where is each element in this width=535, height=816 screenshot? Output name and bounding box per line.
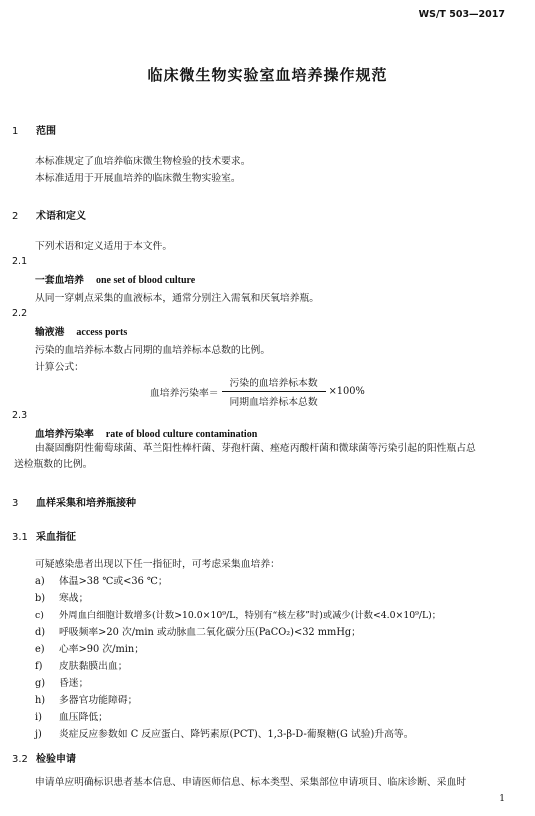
page-number: 1 <box>499 794 505 804</box>
section-title: 血样采集和培养瓶接种 <box>36 498 136 509</box>
fraction-bar <box>222 391 326 392</box>
list-item <box>35 692 137 706</box>
paragraph: 申请单应明确标识患者基本信息、申请医师信息、标本类型、采集部位申请项目、临床诊断、采血时 <box>35 777 467 788</box>
paragraph: 本标准规定了血培养临床微生物检验的技术要求。 <box>35 156 251 167</box>
list-label: f) <box>35 661 43 672</box>
paragraph: 可疑感染患者出现以下任一指征时，可考虑采集血培养： <box>35 559 280 570</box>
section-number: 1 <box>12 126 19 137</box>
section-number: 2 <box>12 211 19 222</box>
formula-denominator: 同期血培养标本总数 <box>229 397 318 408</box>
paragraph: 本标准适用于开展血培养的临床微生物实验室。 <box>35 173 241 184</box>
term-heading <box>35 272 195 286</box>
list-label: a) <box>35 576 45 587</box>
term-cn: 血培养污染率 <box>35 429 94 440</box>
formula-intro: 计算公式： <box>35 362 84 373</box>
term-cn: 一套血培养 <box>35 275 84 286</box>
list-item <box>35 675 88 689</box>
list-text: 心率>90 次/min； <box>59 644 145 655</box>
formula-numerator: 污染的血培养标本数 <box>229 378 318 389</box>
list-item <box>35 641 144 655</box>
standard-number: WS/T 503—2017 <box>418 9 505 20</box>
term-number: 2.3 <box>12 410 28 421</box>
contamination-rate-formula <box>150 375 365 408</box>
section-title: 检验申请 <box>36 754 76 765</box>
list-text: 外周血白细胞计数增多(计数>10.0×10⁹/L，特别有“核左移”时)或减少(计数<4.0×10⁹/L)； <box>59 610 442 621</box>
term-en: one set of blood culture <box>95 275 196 286</box>
term-en: rate of blood culture contamination <box>105 429 258 440</box>
list-text: 寒战； <box>59 593 89 604</box>
list-text: 皮肤黏膜出血； <box>59 661 128 672</box>
list-label: j) <box>35 729 42 740</box>
paragraph: 下列术语和定义适用于本文件。 <box>35 241 173 252</box>
section-2-heading <box>12 207 86 222</box>
term-heading <box>35 324 127 338</box>
list-text: 昏迷； <box>59 678 89 689</box>
list-text: 血压降低； <box>59 712 108 723</box>
list-text: 呼吸频率>20 次/min 或动脉血二氧化碳分压(PaCO₂)<32 mmHg； <box>59 627 361 638</box>
section-title: 采血指征 <box>36 532 76 543</box>
term-definition: 从同一穿刺点采集的血液标本，通常分别注入需氧和厌氧培养瓶。 <box>35 293 320 304</box>
list-label: h) <box>35 695 46 706</box>
document-title: 临床微生物实验室血培养操作规范 <box>147 66 388 84</box>
formula-rhs: ×100% <box>328 386 365 397</box>
term-definition: 污染的血培养标本数占同期的血培养标本总数的比例。 <box>35 345 271 356</box>
list-label: i) <box>35 712 42 723</box>
list-text: 炎症反应参数如 C 反应蛋白、降钙素原(PCT)、1,3-β-D-葡聚糖(G 试验)升高等。 <box>59 729 414 740</box>
term-number: 2.2 <box>12 308 28 319</box>
section-title: 范围 <box>36 126 56 137</box>
list-label: d) <box>35 627 46 638</box>
list-label: g) <box>35 678 46 689</box>
list-text: 体温>38 ℃或<36 ℃； <box>59 576 168 587</box>
formula-fraction <box>222 375 326 408</box>
section-number: 3.2 <box>12 754 28 765</box>
section-3-heading <box>12 494 136 509</box>
term-heading <box>35 426 257 440</box>
list-item <box>35 709 108 723</box>
term-definition: 由凝固酶阴性葡萄球菌、革兰阳性棒杆菌、芽孢杆菌、痤疮丙酸杆菌和微球菌等污染引起的阳性瓶占总送检瓶数的比例。 <box>14 443 476 470</box>
term-en: access ports <box>76 327 128 338</box>
list-text: 多器官功能障碍； <box>59 695 138 706</box>
list-item <box>35 607 441 621</box>
list-item <box>35 624 361 638</box>
formula-lhs: 血培养污染率＝ <box>150 387 219 399</box>
term-cn: 输液港 <box>35 327 65 338</box>
section-1-heading <box>12 122 56 137</box>
term-number: 2.1 <box>12 256 28 267</box>
subsection-3-1-heading <box>12 528 76 543</box>
list-item <box>35 726 414 740</box>
list-item <box>35 590 88 604</box>
list-item <box>35 573 168 587</box>
list-label: b) <box>35 593 46 604</box>
subsection-3-2-heading <box>12 750 76 765</box>
list-label: e) <box>35 644 45 655</box>
section-number: 3.1 <box>12 532 28 543</box>
section-number: 3 <box>12 498 19 509</box>
list-item <box>35 658 128 672</box>
list-label: c) <box>35 610 44 621</box>
section-title: 术语和定义 <box>36 211 86 222</box>
